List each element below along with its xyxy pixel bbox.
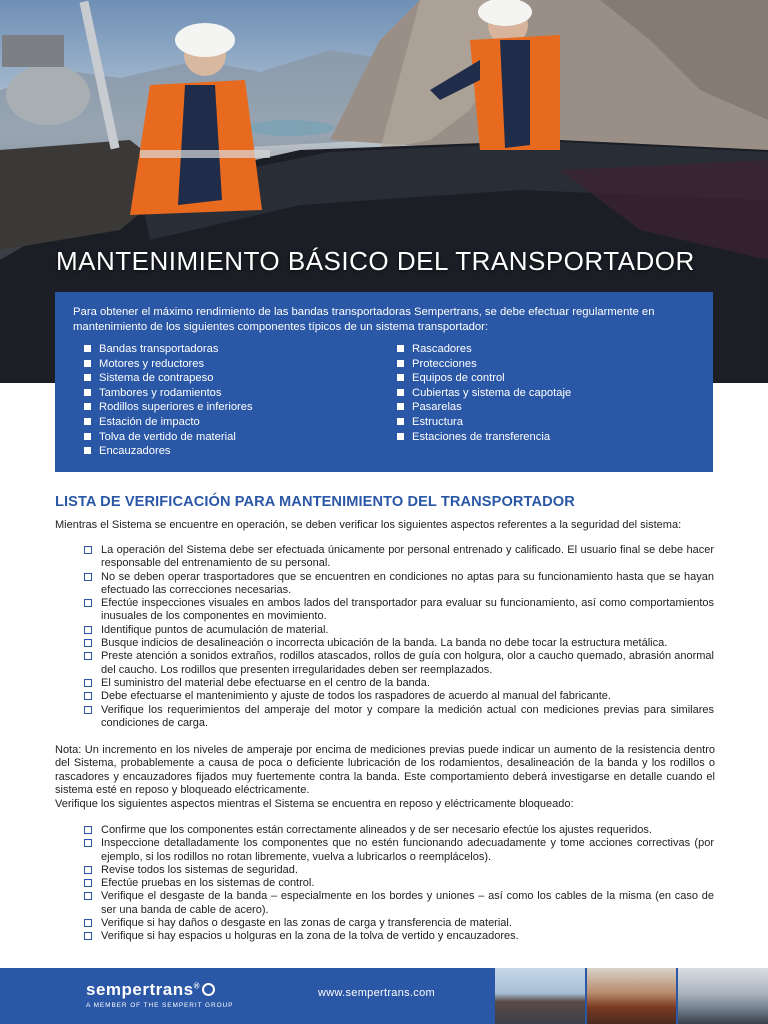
checkbox-icon [84, 892, 92, 900]
component-item: Equipos de control [397, 371, 571, 386]
footer [0, 968, 768, 1024]
square-bullet-icon [397, 418, 404, 425]
components-left-column [73, 342, 397, 459]
checklist-item: Verifique los requerimientos del amperaje del motor y compare la medición actual con mediciones previas para similares condiciones de carga. [84, 704, 714, 731]
component-item: Estaciones de transferencia [397, 430, 571, 445]
checkbox-icon [84, 706, 92, 714]
checkbox-icon [84, 546, 92, 554]
intro-box [55, 292, 713, 472]
component-item: Encauzadores [84, 444, 397, 459]
checkbox-icon [84, 826, 92, 834]
checkbox-icon [84, 599, 92, 607]
checklist-item: No se deben operar trasportadores que se encuentren en condiciones no aptas para su funcionamiento hasta que se hayan efectuado las correcciones necesarias. [84, 571, 714, 598]
checklist-item: Inspeccione detalladamente los componentes que no estén funcionando adecuadamente y tome acciones correctivas (por ejemplo, si los rodillos no rotan libremente, vuelva a lubricarlos o reemplácelos). [84, 837, 714, 864]
checkbox-icon [84, 919, 92, 927]
component-item: Rodillos superiores e inferiores [84, 400, 397, 415]
checklist-item: Efectúe inspecciones visuales en ambos lados del transportador para evaluar su funcionamiento, así como comportamientos inusuales de los componentes en movimiento. [84, 597, 714, 624]
square-bullet-icon [84, 374, 91, 381]
component-item: Tambores y rodamientos [84, 386, 397, 401]
checkbox-icon [84, 866, 92, 874]
component-item: Sistema de contrapeso [84, 371, 397, 386]
square-bullet-icon [84, 360, 91, 367]
sempertrans-logo: sempertrans® [86, 980, 215, 1000]
checklist-title: LISTA DE VERIFICACIÓN PARA MANTENIMIENTO DEL TRANSPORTADOR [55, 494, 575, 510]
square-bullet-icon [84, 447, 91, 454]
square-bullet-icon [397, 403, 404, 410]
checklist-item: Verifique el desgaste de la banda – especialmente en los bordes y uniones – así como los cables de la misma (en caso de ser una banda de cable de acero). [84, 890, 714, 917]
tagline: A MEMBER OF THE SEMPERIT GROUP [86, 1002, 234, 1009]
square-bullet-icon [397, 345, 404, 352]
checklist-item: Verifique si hay daños o desgaste en las zonas de carga y transferencia de material. [84, 917, 714, 930]
component-item: Tolva de vertido de material [84, 430, 397, 445]
footer-photos [493, 968, 768, 1024]
component-item: Motores y reductores [84, 357, 397, 372]
checkbox-icon [84, 839, 92, 847]
checkbox-icon [84, 626, 92, 634]
checklist-item: Preste atención a sonidos extraños, rodillos atascados, rollos de guía con holgura, olor a caucho quemado, abrasión anormal del caucho. Los rodillos que presenten irregularidades deben ser reemplazados. [84, 650, 714, 677]
component-item: Protecciones [397, 357, 571, 372]
component-item: Estación de impacto [84, 415, 397, 430]
amperage-note: Nota: Un incremento en los niveles de amperaje por encima de mediciones previas puede indicar un aumento de la resistencia dentro del Sistema, probablemente a causa de poca o deficiente lubricación de los rodamientos, desalineación de la banda y los rodillos o rascadores y encauzadores fijados muy fuertemente contra la banda. Este comportamiento deberá investigarse en detalle cuando el sistema esté en reposo y bloqueado eléctricamente. [55, 744, 715, 796]
square-bullet-icon [84, 389, 91, 396]
checklist-item: Debe efectuarse el mantenimiento y ajuste de todos los raspadores de acuerdo al manual del fabricante. [84, 690, 714, 703]
components-right-column [397, 342, 571, 459]
operating-checklist [84, 544, 714, 730]
checklist-item: Busque indicios de desalineación o incorrecta ubicación de la banda. La banda no debe tocar la estructura metálica. [84, 637, 714, 650]
component-item: Estructura [397, 415, 571, 430]
checkbox-icon [84, 879, 92, 887]
checklist-item: Revise todos los sistemas de seguridad. [84, 864, 714, 877]
checkbox-icon [84, 652, 92, 660]
component-item: Bandas transportadoras [84, 342, 397, 357]
factory-photo [676, 968, 768, 1024]
page-title: MANTENIMIENTO BÁSICO DEL TRANSPORTADOR [56, 246, 695, 276]
square-bullet-icon [397, 433, 404, 440]
rest-intro: Verifique los siguientes aspectos mientras el Sistema se encuentra en reposo y eléctricamente bloqueado: [55, 798, 574, 810]
semperit-mark-icon [202, 983, 215, 996]
square-bullet-icon [84, 345, 91, 352]
square-bullet-icon [84, 418, 91, 425]
components-list [73, 342, 695, 459]
square-bullet-icon [397, 360, 404, 367]
square-bullet-icon [84, 433, 91, 440]
checklist-item: Verifique si hay espacios u holguras en la zona de la tolva de vertido y encauzadores. [84, 930, 714, 943]
checklist-item: La operación del Sistema debe ser efectuada únicamente por personal entrenado y calificado. El usuario final se debe hacer responsable del entrenamiento de su personal. [84, 544, 714, 571]
checklist-item: Identifique puntos de acumulación de material. [84, 624, 714, 637]
component-item: Rascadores [397, 342, 571, 357]
harbor-photo [493, 968, 585, 1024]
checklist-item: Confirme que los componentes están correctamente alineados y de ser necesario efectúe los ajustes requeridos. [84, 824, 714, 837]
checklist-item: El suministro del material debe efectuarse en el centro de la banda. [84, 677, 714, 690]
checkbox-icon [84, 573, 92, 581]
checkbox-icon [84, 932, 92, 940]
component-item: Pasarelas [397, 400, 571, 415]
industrial-photo [585, 968, 677, 1024]
checklist-intro: Mientras el Sistema se encuentre en operación, se deben verificar los siguientes aspectos referentes a la seguridad del sistema: [55, 519, 682, 531]
component-item: Cubiertas y sistema de capotaje [397, 386, 571, 401]
website-link[interactable]: www.sempertrans.com [318, 987, 435, 999]
checkbox-icon [84, 639, 92, 647]
checkbox-icon [84, 679, 92, 687]
checklist-item: Efectúe pruebas en los sistemas de control. [84, 877, 714, 890]
square-bullet-icon [84, 403, 91, 410]
rest-checklist [84, 824, 714, 944]
square-bullet-icon [397, 374, 404, 381]
square-bullet-icon [397, 389, 404, 396]
intro-text: Para obtener el máximo rendimiento de las bandas transportadoras Sempertrans, se debe efectuar regularmente en mantenimiento de los siguientes componentes típicos de un sistema transportador: [73, 306, 655, 333]
checkbox-icon [84, 692, 92, 700]
